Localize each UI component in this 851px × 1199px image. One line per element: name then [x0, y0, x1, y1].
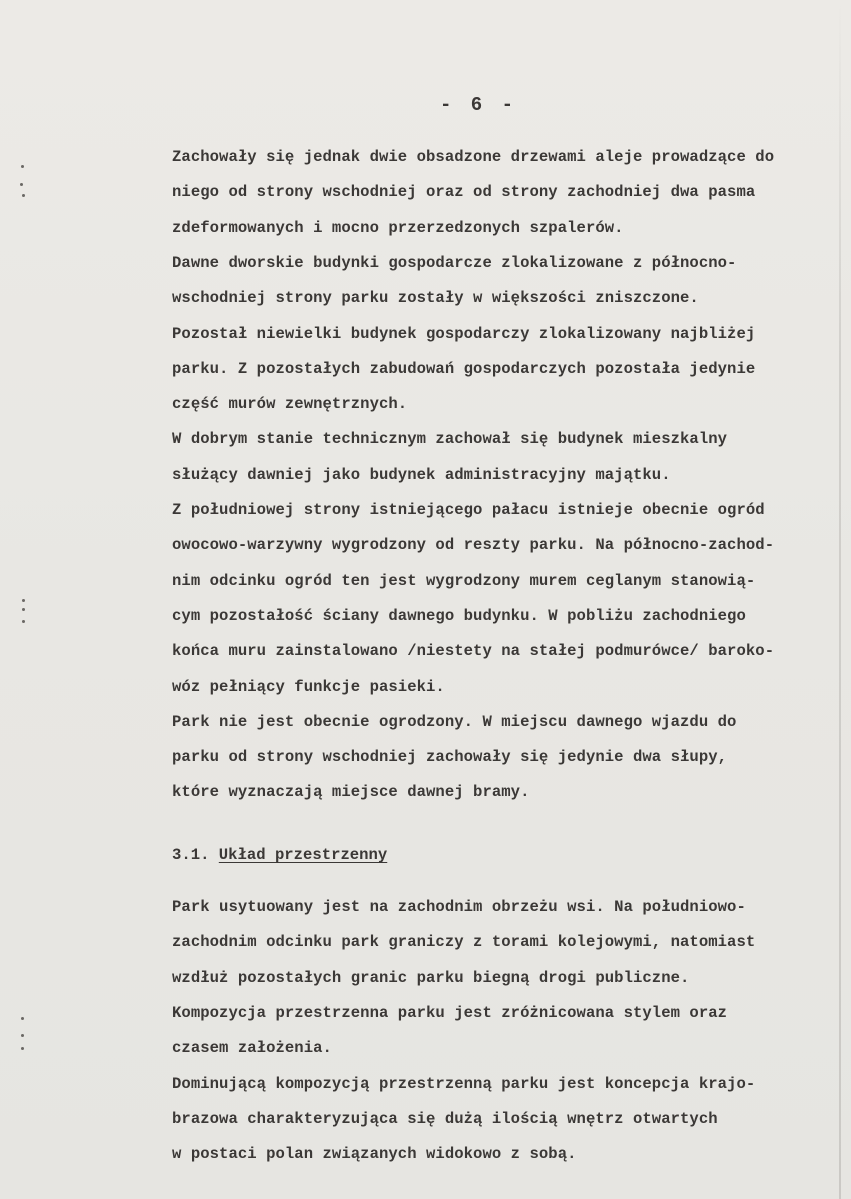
punch-hole-mark — [21, 1034, 24, 1037]
text-line: W dobrym stanie technicznym zachował się budynek mieszkalny — [172, 430, 728, 449]
section-heading — [172, 846, 387, 864]
text-line: czasem założenia. — [172, 1039, 332, 1058]
punch-hole-mark — [22, 599, 25, 602]
text-line: owocowo-warzywny wygrodzony od reszty parku. Na północno-zachod- — [172, 536, 775, 555]
text-line: nim odcinku ogród ten jest wygrodzony murem ceglanym stanowią- — [172, 571, 756, 590]
text-line: Zachowały się jednak dwie obsadzone drzewami aleje prowadzące do — [172, 148, 775, 166]
text-line: końca muru zainstalowano /niestety na stałej podmurówce/ baroko- — [172, 642, 775, 661]
punch-hole-mark — [22, 194, 25, 197]
text-line: zdeformowanych i mocno przerzedzonych szpalerów. — [172, 218, 624, 237]
section-number: 3.1. — [172, 846, 210, 864]
text-line: Dominującą kompozycją przestrzenną parku jest koncepcja krajo- — [172, 1074, 756, 1093]
text-line: Park usytuowany jest na zachodnim obrzeżu wsi. Na południowo- — [172, 898, 746, 916]
punch-hole-mark — [21, 165, 24, 168]
text-line: część murów zewnętrznych. — [172, 395, 408, 414]
text-line: niego od strony wschodniej oraz od strony zachodniej dwa pasma — [172, 183, 756, 202]
text-line: wóz pełniący funkcje pasieki. — [172, 677, 445, 696]
text-line: parku od strony wschodniej zachowały się jedynie dwa słupy, — [172, 748, 728, 767]
text-line: wschodniej strony parku zostały w większości zniszczone. — [172, 289, 699, 308]
text-line: Z południowej strony istniejącego pałacu istnieje obecnie ogród — [172, 501, 765, 519]
punch-hole-mark — [22, 608, 25, 611]
text-line: brazowa charakteryzująca się dużą ilością wnętrz otwartych — [172, 1109, 718, 1128]
page-number: - 6 - — [440, 94, 518, 116]
section-title: Układ przestrzenny — [218, 846, 388, 864]
punch-hole-mark — [22, 620, 25, 623]
text-line: które wyznaczają miejsce dawnej bramy. — [172, 783, 530, 802]
text-line: Kompozycja przestrzenna parku jest zróżnicowana stylem oraz — [172, 1003, 728, 1022]
text-line: cym pozostałość ściany dawnego budynku. W pobliżu zachodniego — [172, 606, 746, 625]
punch-hole-mark — [21, 1047, 24, 1050]
punch-hole-mark — [21, 1017, 24, 1020]
page-edge-shadow — [839, 0, 841, 1199]
text-line: parku. Z pozostałych zabudowań gospodarczych pozostała jedynie — [172, 359, 756, 378]
text-line: Park nie jest obecnie ogrodzony. W miejscu dawnego wjazdu do — [172, 712, 737, 731]
punch-hole-mark — [20, 183, 23, 186]
text-line: wzdłuż pozostałych granic parku biegną drogi publiczne. — [172, 968, 690, 987]
text-line: Dawne dworskie budynki gospodarcze zlokalizowane z północno- — [172, 253, 737, 272]
text-line: służący dawniej jako budynek administracyjny majątku. — [172, 465, 671, 484]
text-line: Pozostał niewielki budynek gospodarczy zlokalizowany najbliżej — [172, 324, 756, 343]
text-line: w postaci polan związanych widokowo z sobą. — [172, 1145, 577, 1164]
text-line: zachodnim odcinku park graniczy z torami kolejowymi, natomiast — [172, 933, 756, 952]
